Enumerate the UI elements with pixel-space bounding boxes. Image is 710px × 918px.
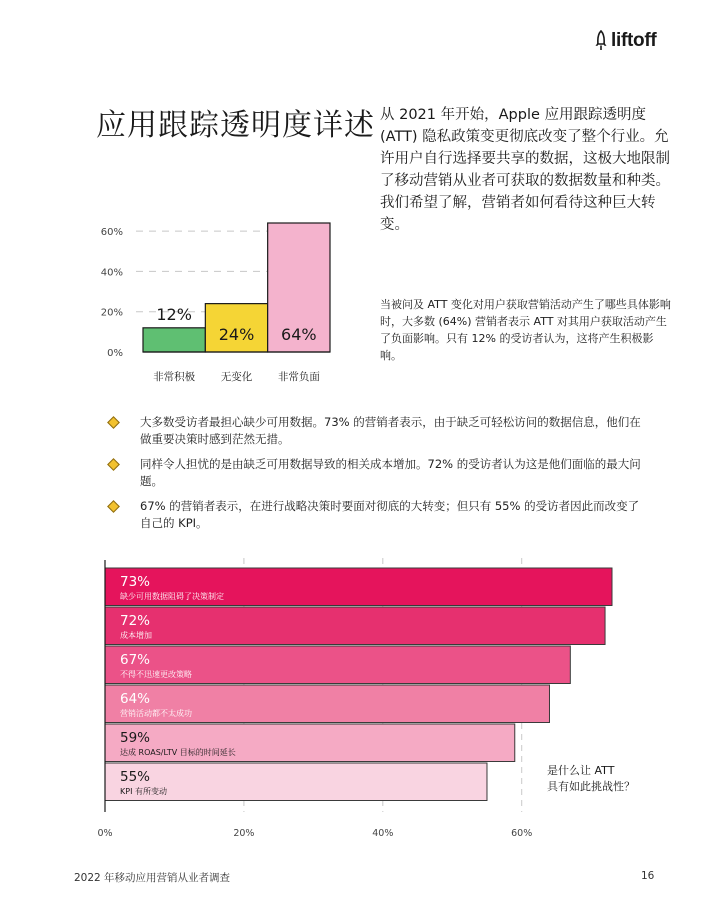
footer-survey-title: 2022 年移动应用营销从业者调查 xyxy=(74,872,231,884)
list-item xyxy=(104,498,644,532)
data-label: 72% xyxy=(120,613,151,629)
x-tick-label: 40% xyxy=(372,828,394,839)
bullet-text: 大多数受访者最担心缺少可用数据。73% 的营销者表示，由于缺乏可轻松访问的数据信息，他们在做重要决策时感到茫然无措。 xyxy=(140,415,641,446)
data-label: 64% xyxy=(120,691,151,707)
chart-note: 当被问及 ATT 变化对用户获取营销活动产生了哪些具体影响时，大多数 (64%) 营销者表示 ATT 对其用户获取活动产生了负面影响。只有 12% 的受访者认为，这将产生积极影响。 xyxy=(380,298,671,362)
diamond-bullet-icon xyxy=(107,500,120,513)
data-label: 12% xyxy=(156,304,192,324)
bullet-list xyxy=(104,414,644,540)
bar-category-label: 不得不迅速更改策略 xyxy=(120,670,192,679)
bar-category-label: KPI 有所变动 xyxy=(120,787,167,796)
data-label: 67% xyxy=(120,652,151,668)
brand-name: liftoff xyxy=(611,30,657,51)
att-impact-chart xyxy=(90,214,360,394)
y-tick-label: 40% xyxy=(100,267,123,279)
question-line: 具有如此挑战性？ xyxy=(547,780,635,793)
x-tick-label: 非常积极 xyxy=(153,371,196,383)
data-label: 64% xyxy=(281,325,317,344)
diamond-bullet-icon xyxy=(107,458,120,471)
page-number: 16 xyxy=(641,870,655,882)
diamond-bullet-icon xyxy=(107,416,120,429)
x-tick-label: 非常负面 xyxy=(277,371,320,383)
page-title: 应用跟踪透明度详述 xyxy=(96,108,375,143)
intro-paragraph: 从 2021 年开始，Apple 应用跟踪透明度 (ATT) 隐私政策变更彻底改变了整个行业。允许用户自行选择要共享的数据，这极大地限制了移动营销从业者可获取的数据数量和种类。我们希望了解，营销者如何看待这种巨大转变。 xyxy=(380,107,670,233)
bar xyxy=(143,328,205,352)
x-tick-label: 0% xyxy=(97,828,113,839)
data-label: 73% xyxy=(120,574,151,590)
bar-category-label: 达成 ROAS/LTV 目标的时间延长 xyxy=(120,748,236,757)
x-tick-label: 20% xyxy=(233,828,255,839)
brand-logo xyxy=(594,30,656,52)
x-tick-label: 60% xyxy=(511,828,533,839)
data-label: 59% xyxy=(120,730,151,746)
list-item xyxy=(104,456,644,490)
bar-category-label: 缺少可用数据阻碍了决策制定 xyxy=(120,592,224,601)
rocket-icon xyxy=(594,30,608,52)
y-tick-label: 20% xyxy=(100,307,123,319)
bullet-text: 同样令人担忧的是由缺乏可用数据导致的相关成本增加。72% 的受访者认为这是他们面临的最大问题。 xyxy=(140,457,641,488)
att-challenges-chart xyxy=(92,552,652,852)
x-tick-label: 无变化 xyxy=(220,371,253,383)
y-tick-label: 0% xyxy=(107,348,123,359)
list-item xyxy=(104,414,644,448)
data-label: 24% xyxy=(218,325,255,344)
bar-category-label: 成本增加 xyxy=(120,631,152,640)
bar-category-label: 营销活动都不太成功 xyxy=(120,709,192,718)
bullet-text: 67% 的营销者表示，在进行战略决策时要面对彻底的大转变；但只有 55% 的受访者因此而改变了自己的 KPI。 xyxy=(140,499,640,530)
data-label: 55% xyxy=(120,769,151,785)
y-tick-label: 60% xyxy=(100,227,123,239)
question-line: 是什么让 ATT xyxy=(547,764,615,777)
bar xyxy=(105,607,605,645)
